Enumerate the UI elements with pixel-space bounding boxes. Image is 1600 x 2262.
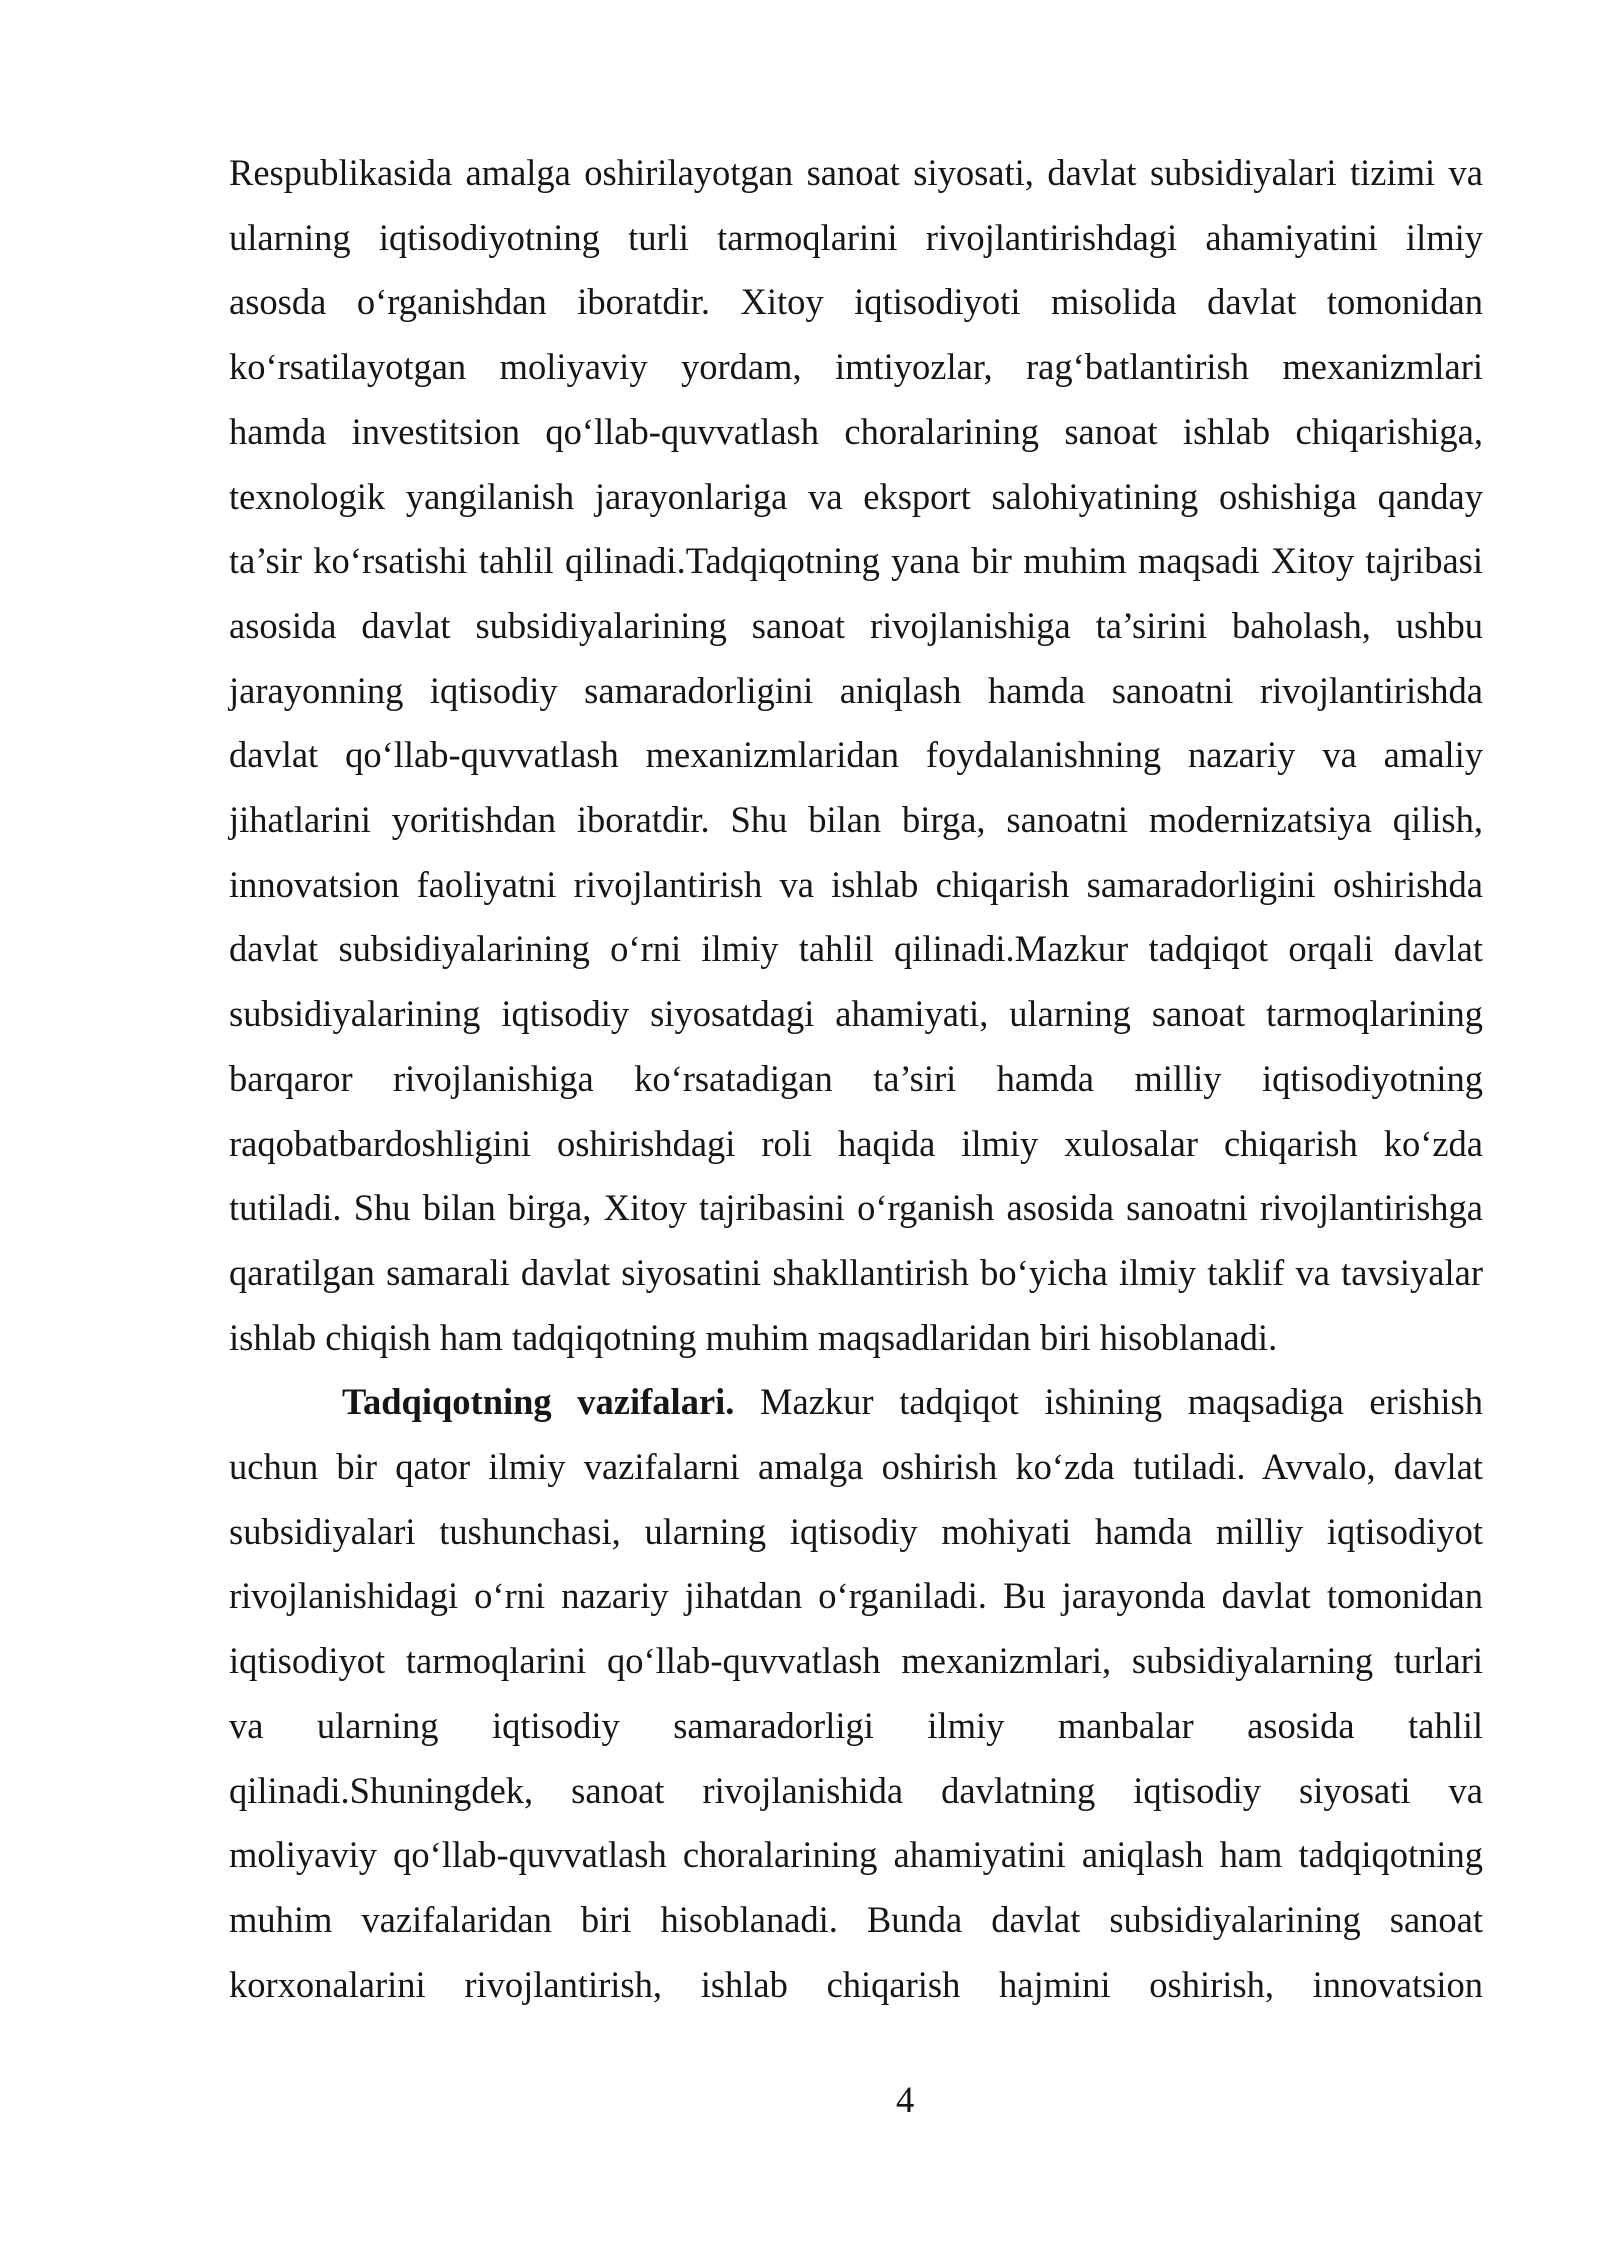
body-text: muhim vazifalaridan biri hisoblanadi. Bunda davlat subsidiyalarining sanoat (229, 1898, 1483, 1940)
body-text: Mazkur tadqiqot ishining maqsadiga erishish (734, 1381, 1483, 1423)
text-line (229, 465, 1483, 530)
text-line (229, 723, 1483, 788)
text-line (229, 982, 1483, 1047)
body-text: rivojlanishidagi o‘rni nazariy jihatdan o‘rganiladi. Bu jarayonda davlat tomonidan (229, 1575, 1483, 1617)
body-text: davlat qo‘llab-quvvatlash mexanizmlaridan foydalanishning nazariy va amaliy (229, 734, 1483, 776)
bold-heading-text: Tadqiqotning vazifalari. (342, 1381, 735, 1423)
text-line (229, 1306, 1483, 1371)
text-line (229, 1435, 1483, 1500)
text-line (229, 1370, 1483, 1435)
page-body-text (229, 141, 1483, 2017)
text-line (229, 400, 1483, 465)
body-text: tutiladi. Shu bilan birga, Xitoy tajribasini o‘rganish asosida sanoatni rivojlantirishga (229, 1187, 1483, 1229)
text-line (229, 594, 1483, 659)
body-text: jarayonning iqtisodiy samaradorligini aniqlash hamda sanoatni rivojlantirishda (229, 669, 1483, 711)
text-line (229, 659, 1483, 724)
text-line (229, 1629, 1483, 1694)
text-line (229, 1888, 1483, 1953)
text-line (229, 1176, 1483, 1241)
text-line (229, 141, 1483, 206)
body-text: ishlab chiqish ham tadqiqotning muhim maqsadlaridan biri hisoblanadi. (229, 1316, 1278, 1358)
text-line (229, 788, 1483, 853)
body-text: iqtisodiyot tarmoqlarini qo‘llab-quvvatlash mexanizmlari, subsidiyalarning turlari (229, 1640, 1483, 1682)
body-text: korxonalarini rivojlantirish, ishlab chiqarish hajmini oshirish, innovatsion (229, 1963, 1483, 2005)
body-text: jihatlarini yoritishdan iboratdir. Shu bilan birga, sanoatni modernizatsiya qilish, (229, 799, 1483, 841)
text-line (229, 1112, 1483, 1177)
text-line (229, 917, 1483, 982)
text-line (229, 529, 1483, 594)
text-line (229, 1694, 1483, 1759)
body-text: ta’sir ko‘rsatishi tahlil qilinadi.Tadqiqotning yana bir muhim maqsadi Xitoy tajribasi (229, 540, 1483, 582)
body-text: subsidiyalarining iqtisodiy siyosatdagi ahamiyati, ularning sanoat tarmoqlarining (229, 993, 1483, 1035)
body-text: ularning iqtisodiyotning turli tarmoqlarini rivojlantirishdagi ahamiyatini ilmiy (229, 216, 1483, 258)
body-text: raqobatbardoshligini oshirishdagi roli haqida ilmiy xulosalar chiqarish ko‘zda (229, 1122, 1483, 1164)
body-text: qaratilgan samarali davlat siyosatini shakllantirish bo‘yicha ilmiy taklif va tavsiyalar (229, 1251, 1483, 1293)
text-line (229, 1500, 1483, 1565)
text-line (229, 206, 1483, 271)
body-text: moliyaviy qo‘llab-quvvatlash choralarining ahamiyatini aniqlash ham tadqiqotning (229, 1834, 1483, 1876)
text-line (229, 1241, 1483, 1306)
body-text: Respublikasida amalga oshirilayotgan sanoat siyosati, davlat subsidiyalari tizimi va (229, 152, 1483, 193)
paragraph-2 (229, 1370, 1483, 2017)
body-text: barqaror rivojlanishiga ko‘rsatadigan ta’siri hamda milliy iqtisodiyotning (229, 1057, 1483, 1099)
body-text: innovatsion faoliyatni rivojlantirish va ishlab chiqarish samaradorligini oshirishda (229, 863, 1483, 905)
text-line (229, 1823, 1483, 1888)
text-line (229, 270, 1483, 335)
body-text: davlat subsidiyalarining o‘rni ilmiy tahlil qilinadi.Mazkur tadqiqot orqali davlat (229, 928, 1483, 970)
body-text: asosida davlat subsidiyalarining sanoat rivojlanishiga ta’sirini baholash, ushbu (229, 604, 1483, 646)
text-line (229, 1047, 1483, 1112)
text-line (229, 1759, 1483, 1824)
body-text: ko‘rsatilayotgan moliyaviy yordam, imtiyozlar, rag‘batlantirish mexanizmlari (229, 346, 1483, 388)
text-line (229, 335, 1483, 400)
page-number-footer: 4 (896, 2079, 915, 2120)
body-text: asosda o‘rganishdan iboratdir. Xitoy iqtisodiyoti misolida davlat tomonidan (229, 281, 1483, 323)
text-line (229, 1564, 1483, 1629)
text-line (229, 1953, 1483, 2018)
paragraph-1 (229, 141, 1483, 1370)
body-text: va ularning iqtisodiy samaradorligi ilmiy manbalar asosida tahlil (229, 1704, 1483, 1746)
text-line (229, 853, 1483, 918)
body-text: texnologik yangilanish jarayonlariga va eksport salohiyatining oshishiga qanday (229, 475, 1483, 517)
body-text: subsidiyalari tushunchasi, ularning iqtisodiy mohiyati hamda milliy iqtisodiyot (229, 1510, 1483, 1552)
body-text: uchun bir qator ilmiy vazifalarni amalga oshirish ko‘zda tutiladi. Avvalo, davlat (229, 1446, 1483, 1488)
body-text: qilinadi.Shuningdek, sanoat rivojlanishida davlatning iqtisodiy siyosati va (229, 1769, 1483, 1811)
body-text: hamda investitsion qo‘llab-quvvatlash choralarining sanoat ishlab chiqarishiga, (229, 410, 1483, 452)
